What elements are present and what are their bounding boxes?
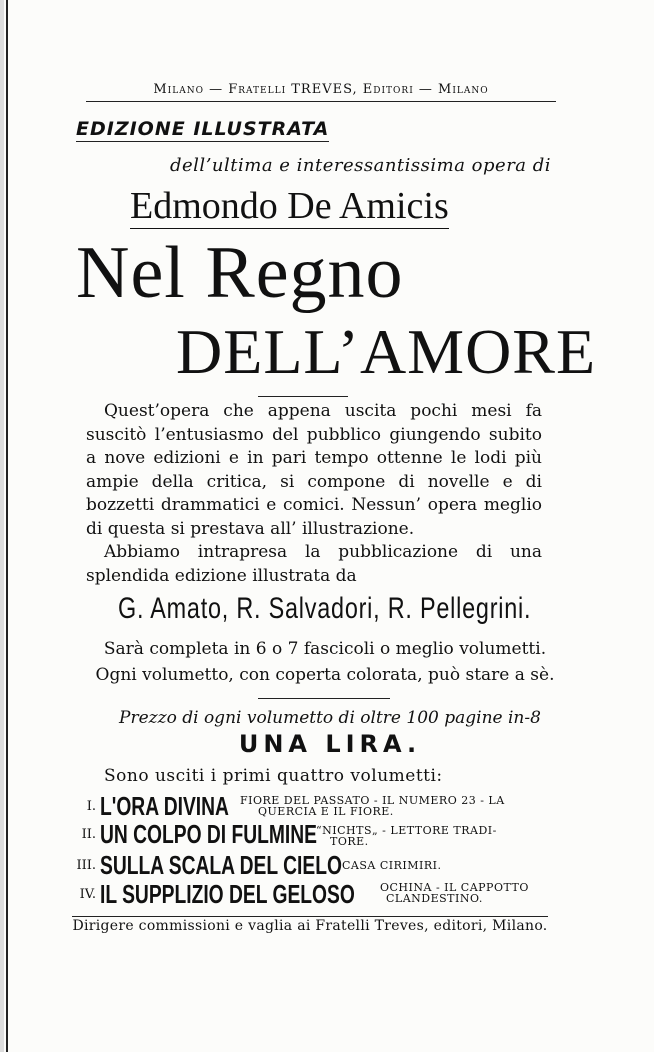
divider-rule: [258, 396, 348, 397]
volumes-intro: Sono usciti i primi quattro volumetti:: [104, 766, 443, 786]
volume-desc-1: FIORE DEL PASSATO - IL NUMERO 23 - LA: [240, 794, 505, 807]
divider-rule-2: [258, 698, 390, 699]
author-name: Edmondo De Amicis: [130, 185, 449, 227]
volume-number: IV.: [79, 887, 96, 902]
volume-title: IL SUPPLIZIO DEL GELOSO: [100, 879, 355, 909]
description-block: [86, 400, 542, 588]
subtitle: dell’ultima e interessantissima opera di: [170, 155, 552, 176]
footer-note: Dirigere commissioni e vaglia ai Fratelli Treves, editori, Milano.: [72, 918, 548, 934]
title1-text: Nel Regno: [76, 232, 404, 314]
volume-desc-1: CASA CIRIMIRI.: [342, 859, 442, 872]
footer-rule: [72, 916, 548, 917]
completion-note: Sarà completa in 6 o 7 fascicoli o meglio volumetti.: [103, 639, 547, 659]
volume-number: III.: [76, 858, 96, 873]
book-title-line2: DELL’AMORE: [176, 316, 597, 387]
volume-number: I.: [86, 799, 96, 814]
volume-number: II.: [81, 827, 96, 842]
publisher-header: Milano — Fratelli TREVES, Editori — Milano: [86, 82, 556, 102]
price-line: Prezzo di ogni volumetto di oltre 100 pagine in-8: [119, 708, 541, 728]
volume-title: SULLA SCALA DEL CIELO: [100, 850, 342, 880]
volume-title: UN COLPO DI FULMINE: [100, 819, 317, 849]
volume-desc-2: QUERCIA E IL FIORE.: [258, 805, 394, 818]
volume-desc-2: CLANDESTINO.: [386, 892, 483, 905]
volume-desc-1: “NICHTS„ - LETTORE TRADI-: [316, 824, 497, 837]
volume-title: L'ORA DIVINA: [100, 791, 229, 821]
edition-label: EDIZIONE ILLUSTRATA: [76, 118, 330, 140]
description-para1: Quest’opera che appena uscita pochi mesi fa suscitò l’entusiasmo del pubblico giungendo subito a nove edizioni e in pari tempo ottenne le lodi più ampie della critica, si compone di novelle e di bozzetti drammatici e comici. Nessun’ opera meglio di questa si prestava all’ illustrazione.: [86, 401, 542, 539]
description-para2: Abbiamo intrapresa la pubblicazione di una splendida edizione illustrata da: [86, 542, 542, 586]
volume-note: Ogni volumetto, con coperta colorata, può stare a sè.: [95, 665, 555, 685]
volume-desc-1: OCHINA - IL CAPPOTTO: [380, 881, 529, 894]
price-amount: UNA LIRA.: [238, 730, 422, 758]
volume-desc-2: TORE.: [330, 835, 369, 848]
book-title-line1: [76, 232, 404, 314]
illustrators: G. Amato, R. Salvadori, R. Pellegrini.: [118, 592, 532, 625]
